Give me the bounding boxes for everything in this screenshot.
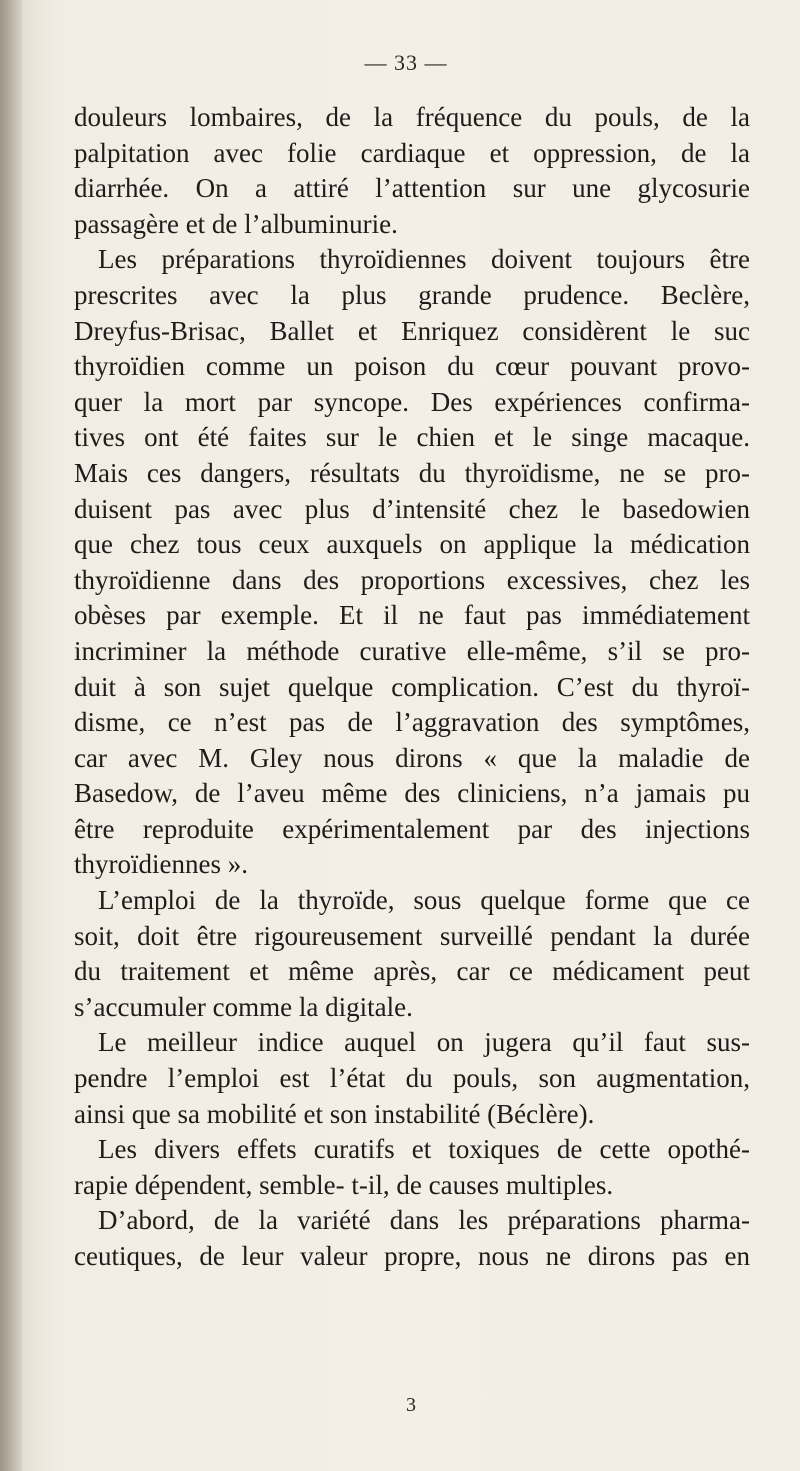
text-line: soit, doit être rigoureusement surveillé pendant la durée [74, 920, 750, 951]
text-line: thyroïdienne dans des proportions excessives, chez les [74, 564, 750, 595]
paragraph-start-line: D’abord, de la variété dans les préparations pharma- [98, 1205, 750, 1236]
text-line: thyroïdien comme un poison du cœur pouvant provo- [74, 351, 750, 382]
text-line: disme, ce n’est pas de l’aggravation des symptômes, [74, 707, 750, 738]
page-gutter-shadow [0, 0, 22, 1471]
text-line: rapie dépendent, semble- t-il, de causes multiples. [74, 1169, 614, 1200]
printer-signature-mark: 3 [406, 1394, 416, 1416]
text-line: duisent pas avec plus d’intensité chez le basedowien [74, 493, 750, 524]
text-line: Basedow, de l’aveu même des cliniciens, n’a jamais pu [74, 778, 750, 809]
text-line: Dreyfus-Brisac, Ballet et Enriquez considèrent le suc [74, 315, 750, 346]
text-line: douleurs lombaires, de la fréquence du pouls, de la [74, 102, 750, 132]
text-line: être reproduite expérimentalement par des injections [74, 813, 750, 844]
text-line: s’accumuler comme la digitale. [74, 991, 413, 1022]
paragraph-start-line: Le meilleur indice auquel on jugera qu’il faut sus- [98, 1027, 750, 1058]
text-line: incriminer la méthode curative elle-même, s’il se pro- [74, 635, 750, 666]
text-line: Mais ces dangers, résultats du thyroïdisme, ne se pro- [74, 457, 750, 488]
text-line: prescrites avec la plus grande prudence. Beclère, [74, 279, 750, 310]
page-body-text [74, 100, 750, 1275]
text-line: du traitement et même après, car ce médicament peut [74, 956, 750, 987]
text-line: obèses par exemple. Et il ne faut pas immédiatement [74, 600, 750, 631]
text-line: tives ont été faites sur le chien et le singe macaque. [74, 422, 750, 453]
text-line: que chez tous ceux auxquels on applique la médication [74, 529, 750, 560]
text-line: duit à son sujet quelque complication. C’est du thyroï- [74, 671, 750, 702]
paragraph-start-line: L’emploi de la thyroïde, sous quelque forme que ce [98, 885, 750, 916]
text-line: car avec M. Gley nous dirons « que la maladie de [74, 742, 750, 773]
text-line: palpitation avec folie cardiaque et oppression, de la [74, 137, 750, 168]
page-number: — 33 — [364, 50, 448, 75]
text-line: ceutiques, de leur valeur propre, nous ne dirons pas en [74, 1241, 750, 1271]
text-line: diarrhée. On a attiré l’attention sur une glycosurie [74, 173, 750, 204]
text-line: ainsi que sa mobilité et son instabilité (Béclère). [74, 1098, 595, 1129]
text-line: quer la mort par syncope. Des expériences confirma- [74, 386, 750, 417]
text-line: thyroïdiennes ». [74, 849, 248, 880]
paragraph-start-line: Les préparations thyroïdiennes doivent toujours être [98, 244, 750, 275]
text-line: passagère et de l’albuminurie. [74, 208, 398, 239]
paragraph-start-line: Les divers effets curatifs et toxiques de cette opothé- [98, 1134, 750, 1165]
text-line: pendre l’emploi est l’état du pouls, son augmentation, [74, 1063, 750, 1094]
